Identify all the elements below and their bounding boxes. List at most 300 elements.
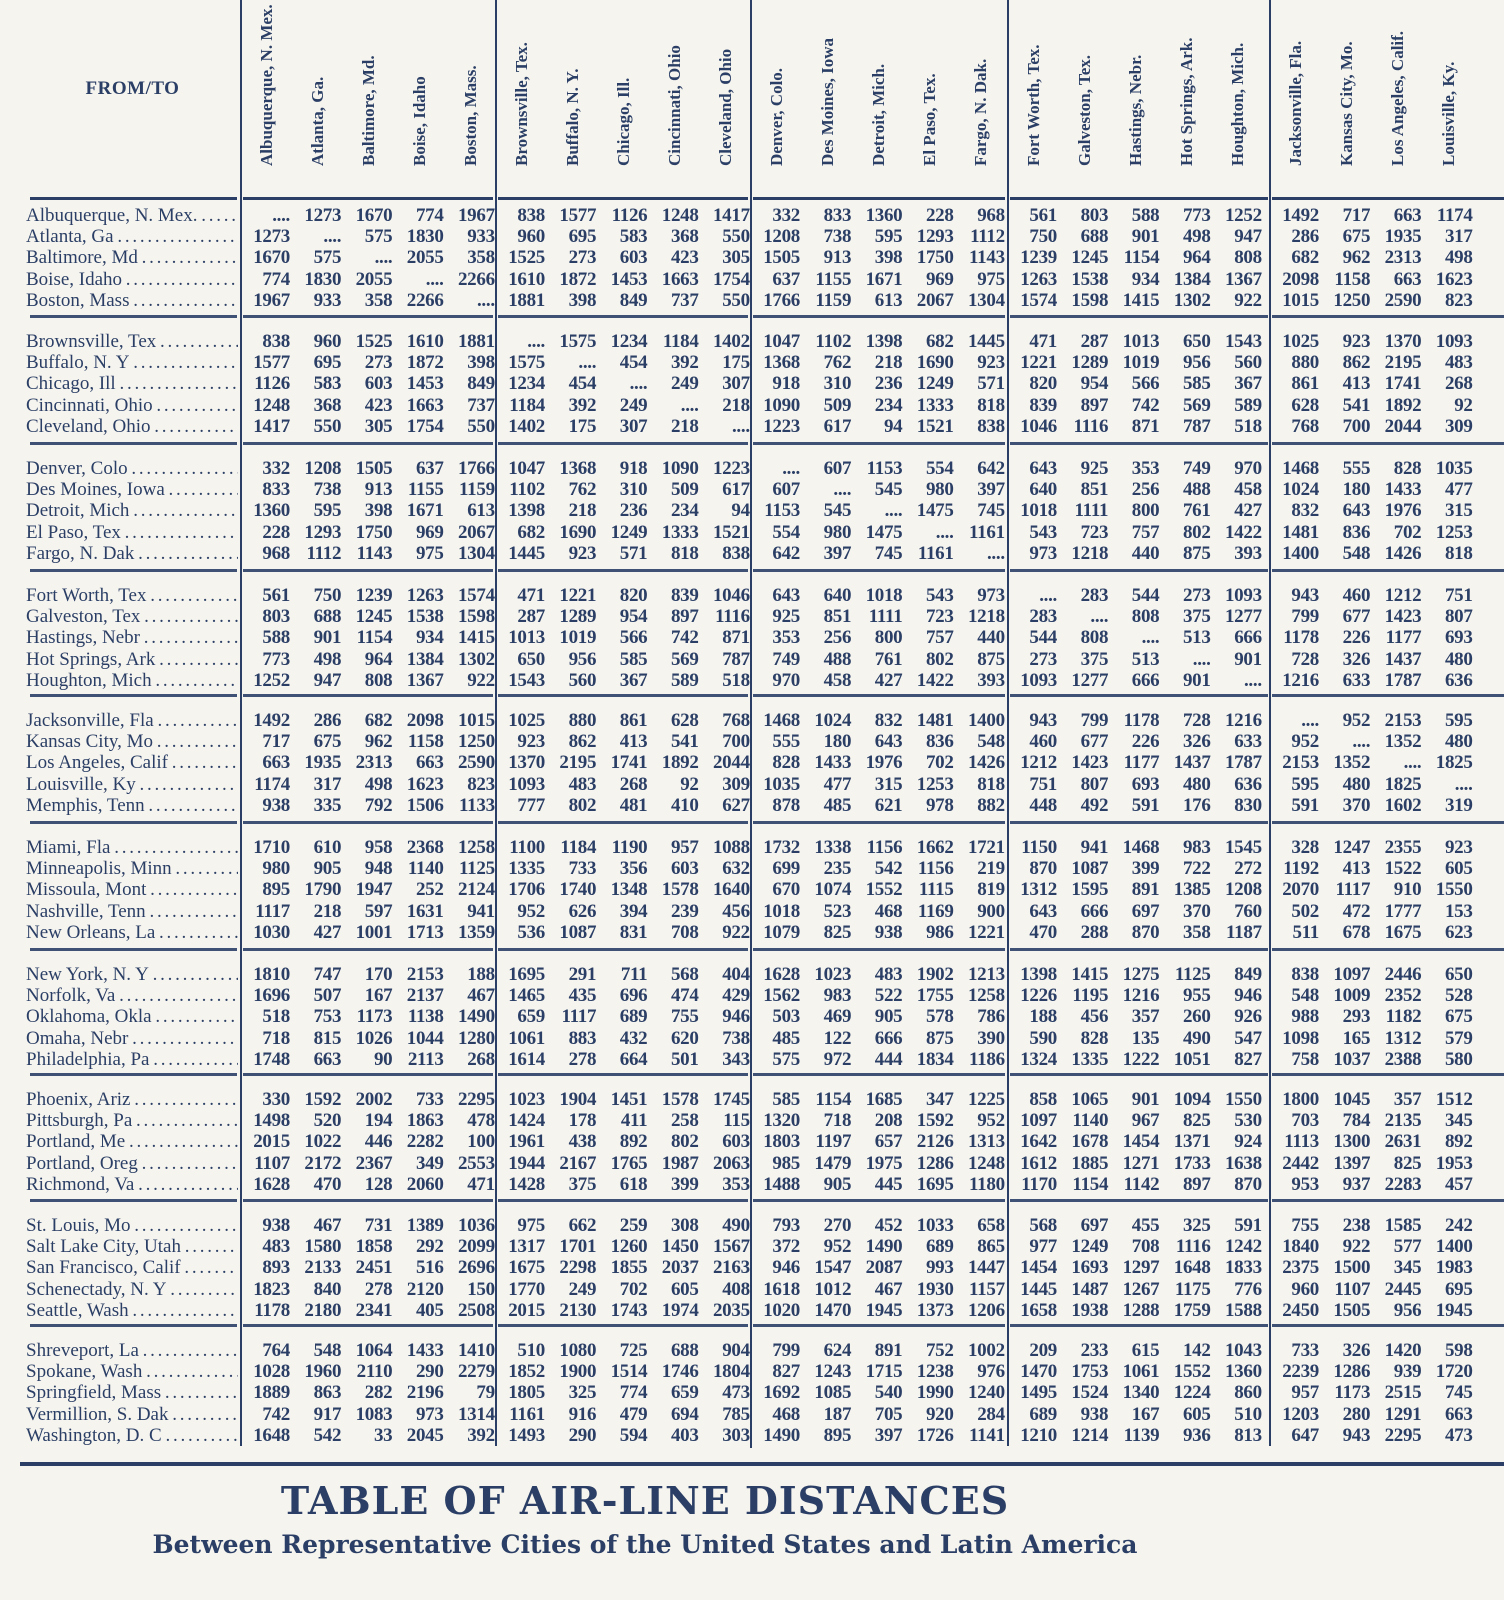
distance-cell: 1623 bbox=[406, 773, 444, 795]
distance-cell: 1019 bbox=[1122, 352, 1160, 374]
column-header bbox=[1110, 0, 1161, 186]
distance-cell: 1367 bbox=[406, 669, 444, 691]
distance-cell: 544 bbox=[1029, 627, 1057, 649]
distance-cell: 967 bbox=[1131, 1110, 1160, 1132]
distance-cell: 918 bbox=[772, 373, 800, 395]
row-city-label: Pittsburgh, Pa . . . bbox=[26, 1110, 238, 1131]
distance-cell: 662 bbox=[568, 1215, 597, 1236]
distance-cell: 745 bbox=[977, 500, 1005, 522]
distance-cell: 1178 bbox=[1123, 710, 1160, 731]
distance-cell: 399 bbox=[670, 1173, 699, 1195]
distance-cell: 861 bbox=[619, 710, 648, 731]
distance-cell: 1317 bbox=[508, 1236, 545, 1258]
header-rule bbox=[498, 197, 748, 200]
distance-cell: 943 bbox=[1029, 710, 1057, 731]
distance-cell: 627 bbox=[722, 794, 750, 816]
distance-cell: 1575 bbox=[508, 352, 545, 374]
distance-cell: 588 bbox=[262, 627, 290, 649]
distance-cell: .... bbox=[1403, 752, 1422, 774]
distance-cell: 1161 bbox=[917, 542, 954, 564]
distance-cell: 749 bbox=[772, 648, 800, 670]
distance-cell: 1025 bbox=[508, 710, 545, 731]
distance-cell: 1117 bbox=[561, 1006, 597, 1028]
distance-cell: 273 bbox=[364, 352, 393, 374]
distance-cell: 1169 bbox=[917, 900, 954, 922]
distance-cell: .... bbox=[1192, 648, 1211, 670]
distance-cell: 1224 bbox=[1173, 1382, 1211, 1404]
distance-cell: 830 bbox=[1234, 794, 1262, 816]
distance-cell: 1631 bbox=[406, 900, 444, 922]
distance-cell: 1753 bbox=[1071, 1361, 1109, 1383]
distance-cell: 1479 bbox=[814, 1152, 852, 1174]
distance-cell: 440 bbox=[977, 627, 1005, 649]
distance-cell: 803 bbox=[262, 606, 290, 628]
distance-cell: 955 bbox=[1182, 985, 1211, 1007]
distance-cell: 187 bbox=[823, 1403, 852, 1425]
row-city-label: Denver, Colo . . . bbox=[26, 458, 238, 479]
distance-cell: 568 bbox=[1029, 1215, 1057, 1236]
row-city-label: Washington, D. C . . . bbox=[26, 1425, 238, 1446]
distance-cell: 1490 bbox=[457, 1006, 495, 1028]
distance-cell: 1400 bbox=[967, 710, 1005, 731]
column-header bbox=[1372, 0, 1423, 186]
row-city-label: Louisville, Ky . . . bbox=[26, 774, 238, 795]
table-row bbox=[0, 752, 1504, 773]
distance-cell: 1085 bbox=[814, 1382, 852, 1404]
distance-cell: 613 bbox=[874, 289, 903, 311]
distance-cell: 483 bbox=[874, 964, 903, 985]
distance-cell: 1250 bbox=[457, 731, 495, 753]
distance-cell: 1398 bbox=[1020, 964, 1057, 985]
distance-cell: 167 bbox=[364, 985, 393, 1007]
distance-cell: 1324 bbox=[1020, 1048, 1057, 1070]
distance-cell: 972 bbox=[823, 1048, 852, 1070]
distance-cell: 1097 bbox=[1333, 964, 1371, 985]
distance-cell: 540 bbox=[874, 1382, 903, 1404]
column-header-label: El Paso, Tex. bbox=[920, 73, 940, 166]
distance-cell: 1800 bbox=[1282, 1089, 1319, 1110]
distance-cell: 1402 bbox=[712, 331, 750, 352]
distance-cell: 167 bbox=[1131, 1403, 1160, 1425]
distance-cell: 773 bbox=[262, 648, 290, 670]
distance-cell: 1433 bbox=[814, 752, 852, 774]
distance-cell: 303 bbox=[722, 1424, 750, 1446]
row-city-label: St. Louis, Mo . . . bbox=[26, 1215, 238, 1236]
distance-cell: 628 bbox=[670, 710, 699, 731]
distance-cell: 1623 bbox=[1435, 268, 1473, 290]
distance-cell: 1552 bbox=[1173, 1361, 1211, 1383]
distance-cell: 1338 bbox=[814, 837, 852, 858]
table-row bbox=[0, 1361, 1504, 1382]
distance-cell: 290 bbox=[415, 1361, 444, 1383]
distance-cell: 550 bbox=[467, 415, 495, 437]
distance-cell: 1538 bbox=[406, 606, 444, 628]
distance-cell: 585 bbox=[619, 648, 648, 670]
distance-cell: 957 bbox=[670, 837, 699, 858]
distance-cell: 768 bbox=[1291, 415, 1319, 437]
table-row bbox=[0, 774, 1504, 795]
distance-cell: 923 bbox=[1444, 837, 1473, 858]
distance-cell: 550 bbox=[722, 226, 750, 248]
distance-cell: 1521 bbox=[712, 521, 750, 543]
distance-cell: 1468 bbox=[763, 710, 800, 731]
distance-cell: 1065 bbox=[1071, 1089, 1109, 1110]
distance-cell: 259 bbox=[619, 1215, 648, 1236]
distance-cell: 960 bbox=[313, 331, 342, 352]
distance-cell: 947 bbox=[1234, 226, 1262, 248]
distance-cell: 509 bbox=[823, 394, 852, 416]
distance-cell: 481 bbox=[619, 794, 648, 816]
distance-cell: 309 bbox=[1444, 415, 1473, 437]
distance-cell: 891 bbox=[1131, 879, 1160, 901]
table-row bbox=[0, 1215, 1504, 1236]
distance-cell: 663 bbox=[415, 752, 444, 774]
distance-cell: 252 bbox=[415, 879, 444, 901]
distance-cell: 621 bbox=[874, 794, 903, 816]
distance-cell: 1102 bbox=[509, 479, 545, 501]
distance-cell: 1184 bbox=[662, 331, 699, 352]
distance-cell: 632 bbox=[722, 858, 750, 880]
distance-cell: 1506 bbox=[406, 794, 444, 816]
distance-cell: 723 bbox=[925, 606, 954, 628]
distance-cell: 1445 bbox=[1020, 1278, 1057, 1300]
distance-cell: 1208 bbox=[763, 226, 800, 248]
distance-cell: 188 bbox=[467, 964, 495, 985]
distance-cell: 1218 bbox=[1071, 542, 1109, 564]
distance-cell: 460 bbox=[1342, 585, 1371, 606]
distance-cell: 973 bbox=[977, 585, 1005, 606]
group-rule bbox=[753, 1199, 1005, 1202]
distance-cell: 1490 bbox=[865, 1236, 903, 1258]
distance-cell: 234 bbox=[874, 394, 903, 416]
distance-cell: 1174 bbox=[254, 773, 290, 795]
group-rule bbox=[30, 442, 237, 445]
distance-cell: 1046 bbox=[1020, 415, 1057, 437]
distance-cell: 523 bbox=[823, 900, 852, 922]
distance-cell: 468 bbox=[772, 1403, 800, 1425]
distance-cell: 1258 bbox=[967, 985, 1005, 1007]
distance-cell: 718 bbox=[262, 1027, 290, 1049]
distance-cell: 626 bbox=[568, 900, 597, 922]
row-city-label: Buffalo, N. Y . . . bbox=[26, 352, 238, 373]
row-city-label: Jacksonville, Fla . . . bbox=[26, 710, 238, 731]
distance-cell: 1173 bbox=[356, 1006, 393, 1028]
distance-cell: 1592 bbox=[916, 1110, 954, 1132]
distance-cell: 595 bbox=[1444, 710, 1473, 731]
column-header-label: Fargo, N. Dak. bbox=[971, 58, 991, 166]
distance-cell: 2137 bbox=[406, 985, 444, 1007]
distance-cell: 832 bbox=[874, 710, 903, 731]
distance-cell: 1173 bbox=[1334, 1382, 1371, 1404]
distance-cell: 605 bbox=[1182, 1403, 1211, 1425]
distance-cell: 643 bbox=[1342, 500, 1371, 522]
distance-cell: 2442 bbox=[1282, 1152, 1319, 1174]
distance-cell: 249 bbox=[568, 1278, 597, 1300]
distance-cell: 1400 bbox=[1435, 1236, 1473, 1258]
distance-cell: 1154 bbox=[1123, 247, 1160, 269]
distance-cell: 485 bbox=[823, 794, 852, 816]
distance-cell: 1400 bbox=[1282, 542, 1319, 564]
row-city-label: Portland, Oreg . . . bbox=[26, 1153, 238, 1174]
distance-cell: 745 bbox=[874, 542, 903, 564]
column-header-label: Hastings, Nebr. bbox=[1125, 54, 1145, 166]
distance-cell: 1159 bbox=[815, 289, 852, 311]
table-row bbox=[0, 500, 1504, 521]
distance-cell: 1116 bbox=[1175, 1236, 1211, 1258]
distance-cell: .... bbox=[680, 394, 699, 416]
distance-cell: 643 bbox=[772, 585, 800, 606]
distance-cell: 1454 bbox=[1122, 1131, 1160, 1153]
distance-cell: 948 bbox=[364, 858, 393, 880]
table-row bbox=[0, 649, 1504, 670]
distance-cell: 833 bbox=[262, 479, 290, 501]
distance-cell: 545 bbox=[823, 500, 852, 522]
distance-cell: 498 bbox=[364, 773, 393, 795]
distance-cell: 946 bbox=[1234, 985, 1262, 1007]
column-header bbox=[496, 0, 547, 186]
distance-cell: 939 bbox=[1393, 1361, 1422, 1383]
distance-cell: 256 bbox=[823, 627, 852, 649]
distance-cell: 1302 bbox=[457, 648, 495, 670]
distance-cell: 544 bbox=[1131, 585, 1160, 606]
distance-cell: 938 bbox=[874, 921, 903, 943]
column-header bbox=[1213, 0, 1264, 186]
distance-cell: 802 bbox=[1182, 521, 1211, 543]
distance-cell: 658 bbox=[977, 1215, 1005, 1236]
distance-cell: 738 bbox=[722, 1027, 750, 1049]
group-rule bbox=[30, 569, 237, 572]
distance-cell: 1133 bbox=[459, 794, 495, 816]
distance-cell: 880 bbox=[1291, 352, 1319, 374]
group-rule bbox=[753, 569, 1005, 572]
distance-cell: 1116 bbox=[1073, 415, 1109, 437]
distance-cell: 2341 bbox=[355, 1299, 393, 1321]
distance-cell: 542 bbox=[874, 858, 903, 880]
distance-cell: 688 bbox=[313, 606, 342, 628]
distance-cell: 1881 bbox=[508, 289, 545, 311]
distance-cell: 1885 bbox=[1071, 1152, 1109, 1174]
distance-cell: 1610 bbox=[406, 331, 444, 352]
distance-cell: 1628 bbox=[763, 964, 800, 985]
group-rule bbox=[1272, 948, 1504, 951]
distance-cell: 777 bbox=[517, 794, 545, 816]
distance-cell: 1180 bbox=[969, 1173, 1005, 1195]
row-city-label: Oklahoma, Okla . . . bbox=[26, 1006, 238, 1027]
distance-cell: 598 bbox=[1444, 1340, 1473, 1361]
distance-cell: 1212 bbox=[1384, 585, 1422, 606]
distance-cell: 1187 bbox=[1226, 921, 1262, 943]
column-header-label: Houghton, Mich. bbox=[1228, 42, 1248, 166]
distance-cell: 1384 bbox=[406, 648, 444, 670]
distance-cell: 1234 bbox=[610, 331, 648, 352]
group-rule bbox=[1272, 442, 1504, 445]
distance-cell: 1493 bbox=[508, 1424, 545, 1446]
distance-cell: 1685 bbox=[865, 1089, 903, 1110]
distance-cell: 1221 bbox=[559, 585, 597, 606]
distance-cell: 583 bbox=[313, 373, 342, 395]
distance-cell: 575 bbox=[313, 247, 342, 269]
distance-cell: 1770 bbox=[508, 1278, 545, 1300]
distance-cell: 1790 bbox=[304, 879, 342, 901]
distance-cell: 1398 bbox=[865, 331, 903, 352]
distance-cell: 490 bbox=[1182, 1027, 1211, 1049]
distance-cell: 682 bbox=[364, 710, 393, 731]
distance-cell: 478 bbox=[467, 1110, 495, 1132]
table-row bbox=[0, 879, 1504, 900]
group-rule bbox=[30, 694, 237, 697]
distance-cell: 1271 bbox=[1122, 1152, 1160, 1174]
distance-cell: 708 bbox=[670, 921, 699, 943]
distance-cell: 287 bbox=[1080, 331, 1109, 352]
distance-cell: 1221 bbox=[1020, 352, 1057, 374]
distance-cell: 952 bbox=[977, 1110, 1005, 1132]
distance-cell: 2060 bbox=[406, 1173, 444, 1195]
distance-cell: 1787 bbox=[1384, 669, 1422, 691]
distance-cell: 1830 bbox=[406, 226, 444, 248]
distance-cell: 507 bbox=[313, 985, 342, 1007]
distance-cell: 617 bbox=[722, 479, 750, 501]
distance-cell: 2450 bbox=[1282, 1299, 1319, 1321]
distance-cell: 1225 bbox=[967, 1089, 1005, 1110]
distance-cell: 1759 bbox=[1173, 1299, 1211, 1321]
distance-cell: 2113 bbox=[407, 1048, 444, 1070]
distance-cell: 577 bbox=[1393, 1236, 1422, 1258]
distance-cell: 1015 bbox=[1282, 289, 1319, 311]
distance-cell: 2153 bbox=[1282, 752, 1319, 774]
column-header bbox=[1162, 0, 1213, 186]
distance-cell: 870 bbox=[1131, 921, 1160, 943]
group-rule bbox=[1010, 315, 1268, 318]
distance-cell: 799 bbox=[1080, 710, 1109, 731]
header-rule bbox=[1272, 197, 1504, 200]
distance-cell: 357 bbox=[1393, 1089, 1422, 1110]
distance-cell: 1248 bbox=[967, 1152, 1005, 1174]
distance-cell: 1695 bbox=[916, 1173, 954, 1195]
row-city-label: Richmond, Va . . . bbox=[26, 1174, 238, 1195]
distance-cell: 309 bbox=[722, 773, 750, 795]
distance-cell: 1263 bbox=[1020, 268, 1057, 290]
distance-cell: 1720 bbox=[1435, 1361, 1473, 1383]
distance-cell: 693 bbox=[1131, 773, 1160, 795]
distance-cell: .... bbox=[425, 268, 444, 290]
distance-cell: 901 bbox=[1234, 648, 1262, 670]
distance-cell: 871 bbox=[722, 627, 750, 649]
distance-cell: 238 bbox=[1342, 1215, 1371, 1236]
distance-cell: 485 bbox=[772, 1027, 800, 1049]
column-header-label: Albuquerque, N. Mex. bbox=[256, 4, 276, 166]
row-city-label: Fargo, N. Dak . . . bbox=[26, 543, 238, 564]
column-header bbox=[598, 0, 649, 186]
distance-cell: 1203 bbox=[1282, 1403, 1319, 1425]
distance-cell: 100 bbox=[467, 1131, 495, 1153]
distance-cell: 353 bbox=[722, 1173, 750, 1195]
distance-cell: 1975 bbox=[865, 1152, 903, 1174]
column-header-label: Baltimore, Md. bbox=[358, 55, 378, 166]
distance-cell: 818 bbox=[670, 542, 699, 564]
distance-cell: 823 bbox=[1444, 289, 1473, 311]
distance-cell: 1360 bbox=[1224, 1361, 1262, 1383]
distance-cell: 249 bbox=[670, 373, 699, 395]
distance-cell: 838 bbox=[977, 415, 1005, 437]
distance-cell: 367 bbox=[1234, 373, 1262, 395]
distance-cell: 1367 bbox=[1224, 268, 1262, 290]
row-city-label: Houghton, Mich . . . bbox=[26, 670, 238, 691]
distance-cell: 862 bbox=[568, 731, 597, 753]
distance-cell: 1116 bbox=[715, 606, 750, 628]
distance-cell: 370 bbox=[1182, 900, 1211, 922]
distance-cell: 561 bbox=[262, 585, 290, 606]
distance-cell: 343 bbox=[722, 1048, 750, 1070]
row-city-label: Brownsville, Tex . . . bbox=[26, 331, 238, 352]
distance-cell: 1023 bbox=[508, 1089, 545, 1110]
distance-cell: 290 bbox=[568, 1424, 597, 1446]
distance-cell: 976 bbox=[977, 1361, 1005, 1383]
group-rule bbox=[30, 315, 237, 318]
distance-cell: 326 bbox=[1182, 731, 1211, 753]
distance-cell: 1368 bbox=[763, 352, 800, 374]
distance-cell: 678 bbox=[1342, 921, 1371, 943]
distance-cell: 560 bbox=[568, 669, 597, 691]
distance-cell: 1009 bbox=[1333, 985, 1371, 1007]
distance-cell: 1745 bbox=[712, 1089, 750, 1110]
distance-cell: 1585 bbox=[1384, 1215, 1422, 1236]
distance-cell: 445 bbox=[874, 1173, 903, 1195]
distance-cell: 761 bbox=[1182, 500, 1211, 522]
distance-cell: 825 bbox=[823, 921, 852, 943]
distance-cell: 968 bbox=[262, 542, 290, 564]
distance-cell: 2015 bbox=[253, 1131, 290, 1153]
group-rule bbox=[1010, 948, 1268, 951]
distance-cell: 637 bbox=[772, 268, 800, 290]
distance-cell: 1398 bbox=[508, 500, 545, 522]
group-rule bbox=[1010, 442, 1268, 445]
distance-cell: 962 bbox=[364, 731, 393, 753]
distance-cell: 819 bbox=[977, 879, 1005, 901]
distance-cell: 666 bbox=[1080, 900, 1109, 922]
distance-cell: 511 bbox=[1292, 921, 1319, 943]
distance-cell: 328 bbox=[1291, 837, 1319, 858]
column-header-label: Denver, Colo. bbox=[766, 67, 786, 166]
distance-cell: 1938 bbox=[1071, 1299, 1109, 1321]
distance-cell: 427 bbox=[313, 921, 342, 943]
distance-cell: 1245 bbox=[1071, 247, 1109, 269]
distance-cell: 2067 bbox=[457, 521, 495, 543]
distance-cell: 2451 bbox=[355, 1257, 393, 1279]
distance-cell: 498 bbox=[1182, 226, 1211, 248]
row-city-label: Boise, Idaho . . . bbox=[26, 269, 238, 290]
distance-cell: 1777 bbox=[1384, 900, 1422, 922]
distance-cell: 901 bbox=[313, 627, 342, 649]
distance-cell: 760 bbox=[1234, 900, 1262, 922]
table-row bbox=[0, 985, 1504, 1006]
distance-cell: 513 bbox=[1131, 648, 1160, 670]
distance-cell: 1693 bbox=[1071, 1257, 1109, 1279]
distance-cell: 1754 bbox=[406, 415, 444, 437]
distance-cell: 460 bbox=[1029, 731, 1057, 753]
distance-cell: 1787 bbox=[1224, 752, 1262, 774]
distance-cell: 1013 bbox=[508, 627, 545, 649]
distance-cell: .... bbox=[272, 205, 290, 226]
distance-cell: 1525 bbox=[508, 247, 545, 269]
distance-cell: 1022 bbox=[304, 1131, 342, 1153]
distance-cell: 273 bbox=[1182, 585, 1211, 606]
distance-cell: 938 bbox=[262, 794, 290, 816]
group-rule bbox=[243, 442, 493, 445]
distance-cell: 1935 bbox=[1384, 226, 1422, 248]
distance-cell: 1825 bbox=[1435, 752, 1473, 774]
distance-cell: 317 bbox=[313, 773, 342, 795]
distance-cell: 613 bbox=[467, 500, 495, 522]
